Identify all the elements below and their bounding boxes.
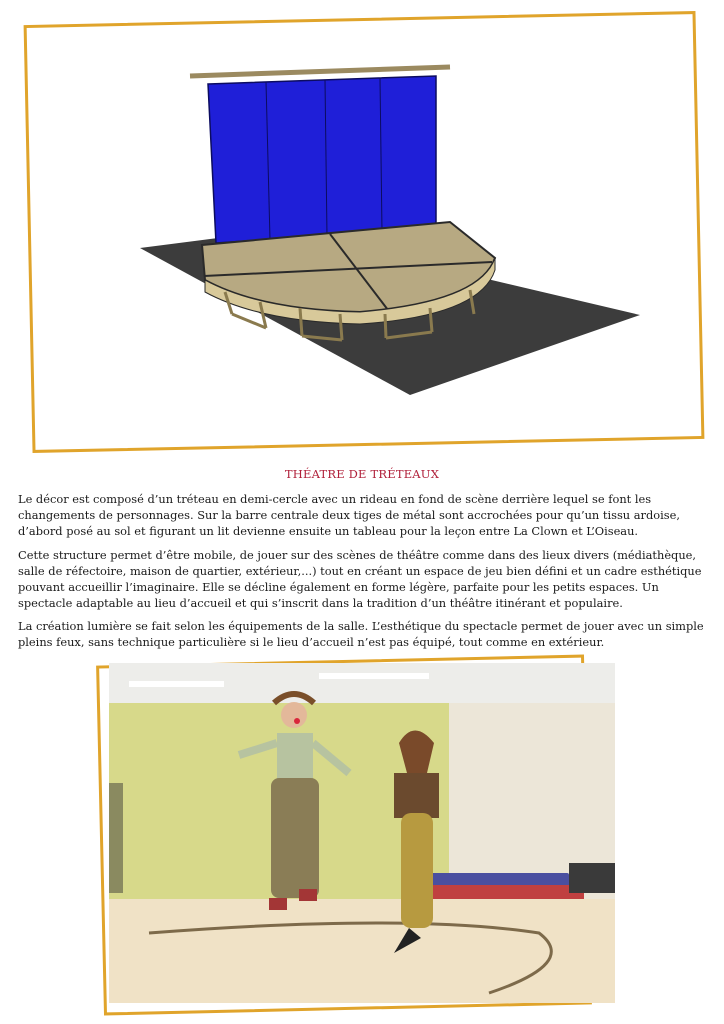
- paragraph-structure: Cette structure permet d’être mobile, de jouer sur des scènes de théâtre comme dans des lieux divers (médiathèque, salle de réfectoire, maison de quartier, extérieur,...) tout en créant un espace de jeu bien défini et un cadre esthétique pouvant accueillir l’imaginaire. Elle se décline également en forme légère, parfaite pour les petits espaces. Un spectacle adaptable au lieu d’accueil et qui s’inscrit dans la tradition d’un théâtre itinérant et populaire.: [18, 548, 702, 610]
- paragraph-decor: Le décor est composé d’un tréteau en demi-cercle avec un rideau en fond de scène derrière lequel se font les changements de personnages. Sur la barre centrale deux tiges de métal sont accrochées pour qu’un tissu ardoise, d’abord posé au sol et figurant un lit devienne ensuite un tableau pour la leçon entre La Clown et L’Oiseau.: [18, 492, 680, 538]
- floor: [109, 899, 615, 1003]
- section-title: THÉATRE DE TRÉTEAUX: [284, 467, 440, 481]
- curtain: [208, 76, 436, 243]
- performance-photo: [109, 663, 615, 1003]
- curtain-pole: [190, 67, 450, 76]
- stage-illustration: [40, 40, 680, 430]
- paragraph-lumiere: La création lumière se fait selon les équipements de la salle. L’esthétique du spectacle permet de jouer avec un simple pleins feux, sans technique particulière si le lieu d’accueil n’est pas équipé, tout comme en extérieur.: [18, 619, 704, 649]
